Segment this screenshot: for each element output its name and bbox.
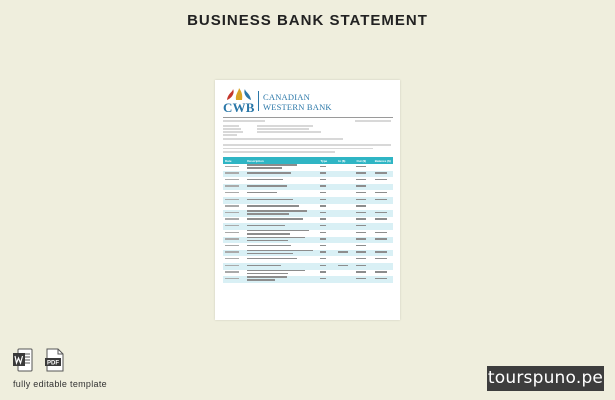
text-placeholder — [356, 238, 366, 239]
text-placeholder — [375, 212, 387, 213]
text-placeholder — [356, 232, 366, 233]
table-row — [223, 223, 393, 230]
table-cell — [373, 171, 393, 178]
text-placeholder — [247, 167, 282, 168]
table-cell — [373, 237, 393, 244]
text-placeholder — [320, 278, 326, 279]
text-placeholder — [247, 164, 297, 165]
table-cell — [245, 237, 318, 244]
table-row — [223, 197, 393, 204]
table-cell — [223, 171, 245, 178]
table-cell — [373, 263, 393, 270]
text-placeholder — [375, 192, 387, 193]
table-cell — [373, 270, 393, 277]
text-placeholder — [225, 258, 239, 259]
account-value — [257, 125, 313, 127]
table-row — [223, 217, 393, 224]
text-placeholder — [375, 179, 387, 180]
table-row — [223, 184, 393, 191]
table-cell — [245, 243, 318, 250]
text-placeholder — [247, 273, 288, 274]
table-cell — [336, 237, 354, 244]
transaction-table — [223, 157, 393, 283]
table-cell — [373, 276, 393, 283]
table-cell — [223, 223, 245, 230]
table-cell — [354, 223, 372, 230]
table-cell — [354, 237, 372, 244]
summary-text — [223, 144, 391, 146]
text-placeholder — [225, 271, 239, 272]
text-placeholder — [338, 251, 348, 252]
text-placeholder — [225, 199, 239, 200]
text-placeholder — [320, 218, 326, 219]
table-cell — [318, 184, 336, 191]
text-placeholder — [356, 192, 366, 193]
table-cell — [354, 250, 372, 257]
table-cell — [354, 210, 372, 217]
text-placeholder — [225, 218, 239, 219]
text-placeholder — [356, 265, 366, 266]
text-placeholder — [356, 218, 366, 219]
text-placeholder — [320, 192, 326, 193]
text-placeholder — [247, 192, 277, 193]
table-cell — [354, 270, 372, 277]
text-placeholder — [320, 271, 326, 272]
intro-text — [223, 138, 343, 140]
table-row — [223, 230, 393, 237]
text-placeholder — [338, 265, 348, 266]
bank-logo — [223, 88, 393, 115]
table-cell — [373, 164, 393, 171]
text-placeholder — [225, 265, 239, 266]
text-placeholder — [247, 210, 307, 211]
table-cell — [245, 190, 318, 197]
table-cell — [336, 250, 354, 257]
table-cell — [354, 197, 372, 204]
table-row — [223, 263, 393, 270]
text-placeholder — [225, 232, 239, 233]
text-placeholder — [225, 238, 239, 239]
summary-text — [223, 151, 335, 153]
table-cell — [223, 210, 245, 217]
table-cell — [245, 230, 318, 237]
bank-name-line1: CANADIAN — [263, 92, 310, 102]
table-cell — [223, 243, 245, 250]
table-cell — [336, 256, 354, 263]
text-placeholder — [356, 258, 366, 259]
text-placeholder — [225, 172, 239, 173]
text-placeholder — [375, 251, 387, 252]
table-cell — [373, 243, 393, 250]
table-cell — [373, 223, 393, 230]
table-cell — [354, 204, 372, 211]
text-placeholder — [356, 251, 366, 252]
account-label — [223, 131, 243, 133]
table-cell — [373, 217, 393, 224]
text-placeholder — [247, 225, 285, 226]
logo-divider — [258, 91, 259, 111]
text-placeholder — [356, 199, 366, 200]
text-placeholder — [356, 245, 366, 246]
text-placeholder — [356, 166, 366, 167]
text-placeholder — [320, 199, 326, 200]
table-cell — [336, 217, 354, 224]
table-cell — [223, 197, 245, 204]
account-label — [223, 128, 241, 130]
text-placeholder — [375, 172, 387, 173]
table-cell — [245, 177, 318, 184]
text-placeholder — [356, 205, 366, 206]
text-placeholder — [225, 251, 239, 252]
text-placeholder — [320, 232, 326, 233]
text-placeholder — [225, 185, 239, 186]
text-placeholder — [225, 225, 239, 226]
text-placeholder — [247, 185, 287, 186]
text-placeholder — [225, 192, 239, 193]
text-placeholder — [247, 245, 291, 246]
table-cell — [245, 276, 318, 283]
logo-letters: CWB — [223, 100, 255, 115]
text-placeholder — [247, 199, 293, 200]
text-placeholder — [225, 278, 239, 279]
text-placeholder — [320, 245, 326, 246]
table-cell — [373, 177, 393, 184]
table-cell — [245, 223, 318, 230]
table-row — [223, 164, 393, 171]
table-cell — [223, 256, 245, 263]
table-cell — [318, 197, 336, 204]
table-cell — [245, 184, 318, 191]
table-cell — [336, 210, 354, 217]
table-cell — [354, 171, 372, 178]
table-cell — [223, 177, 245, 184]
table-cell — [223, 263, 245, 270]
text-placeholder — [247, 230, 309, 231]
table-cell — [318, 171, 336, 178]
text-placeholder — [225, 179, 239, 180]
text-placeholder — [247, 213, 289, 214]
table-cell — [318, 210, 336, 217]
table-cell — [223, 276, 245, 283]
col-out: Out ($) — [354, 157, 372, 164]
col-date: Date — [223, 157, 245, 164]
table-cell — [245, 270, 318, 277]
table-cell — [318, 230, 336, 237]
table-cell — [223, 237, 245, 244]
footer-caption: fully editable template — [13, 379, 107, 389]
col-description: Description — [245, 157, 318, 164]
table-cell — [373, 250, 393, 257]
table-cell — [354, 190, 372, 197]
table-row — [223, 190, 393, 197]
header-rule — [223, 117, 393, 118]
table-cell — [336, 197, 354, 204]
table-cell — [245, 210, 318, 217]
bank-name-line2: WESTERN BANK — [263, 102, 332, 112]
account-label — [223, 134, 237, 136]
text-placeholder — [320, 185, 326, 186]
table-cell — [354, 263, 372, 270]
table-row — [223, 210, 393, 217]
text-placeholder — [247, 258, 297, 259]
col-balance: Balance ($) — [373, 157, 393, 164]
text-placeholder — [247, 172, 291, 173]
table-cell — [318, 270, 336, 277]
text-placeholder — [356, 278, 366, 279]
table-cell — [223, 230, 245, 237]
text-placeholder — [375, 238, 387, 239]
table-cell — [318, 263, 336, 270]
table-cell — [318, 164, 336, 171]
table-cell — [223, 270, 245, 277]
table-cell — [223, 250, 245, 257]
table-cell — [223, 184, 245, 191]
text-placeholder — [356, 172, 366, 173]
text-placeholder — [247, 276, 287, 277]
table-row — [223, 171, 393, 178]
table-cell — [318, 177, 336, 184]
text-placeholder — [225, 205, 239, 206]
text-placeholder — [320, 179, 326, 180]
table-row — [223, 177, 393, 184]
text-placeholder — [320, 225, 326, 226]
table-cell — [223, 204, 245, 211]
text-placeholder — [320, 205, 326, 206]
text-placeholder — [356, 185, 366, 186]
table-cell — [336, 184, 354, 191]
text-placeholder — [356, 179, 366, 180]
table-cell — [354, 276, 372, 283]
table-cell — [336, 177, 354, 184]
text-placeholder — [247, 265, 281, 266]
table-cell — [245, 263, 318, 270]
table-cell — [354, 217, 372, 224]
table-cell — [245, 197, 318, 204]
table-header-row — [223, 157, 393, 164]
table-cell — [245, 250, 318, 257]
table-cell — [373, 256, 393, 263]
table-cell — [336, 230, 354, 237]
table-cell — [354, 243, 372, 250]
text-placeholder — [375, 278, 387, 279]
text-placeholder — [225, 245, 239, 246]
pdf-icon — [44, 348, 65, 372]
text-placeholder — [247, 237, 305, 238]
text-placeholder — [320, 238, 326, 239]
table-cell — [354, 164, 372, 171]
text-placeholder — [225, 212, 239, 213]
table-cell — [318, 250, 336, 257]
text-placeholder — [225, 166, 239, 167]
summary-text — [223, 148, 373, 150]
text-placeholder — [247, 279, 275, 280]
table-cell — [318, 256, 336, 263]
table-row — [223, 276, 393, 283]
table-cell — [336, 270, 354, 277]
table-cell — [336, 276, 354, 283]
table-cell — [318, 276, 336, 283]
table-cell — [373, 184, 393, 191]
table-cell — [354, 177, 372, 184]
table-row — [223, 243, 393, 250]
account-value — [257, 128, 309, 130]
text-placeholder — [356, 212, 366, 213]
text-placeholder — [247, 250, 313, 251]
text-placeholder — [247, 205, 299, 206]
text-placeholder — [375, 232, 387, 233]
account-label — [223, 125, 239, 127]
table-cell — [336, 171, 354, 178]
table-cell — [223, 217, 245, 224]
table-cell — [318, 223, 336, 230]
text-placeholder — [247, 240, 288, 241]
bank-name — [263, 92, 332, 112]
table-cell — [318, 243, 336, 250]
text-placeholder — [320, 251, 326, 252]
table-cell — [373, 197, 393, 204]
text-placeholder — [375, 271, 387, 272]
statement-document — [215, 80, 400, 320]
table-cell — [354, 256, 372, 263]
table-cell — [318, 190, 336, 197]
table-cell — [223, 190, 245, 197]
table-cell — [336, 164, 354, 171]
text-placeholder — [320, 212, 326, 213]
text-placeholder — [356, 271, 366, 272]
text-placeholder — [247, 270, 305, 271]
table-cell — [373, 210, 393, 217]
table-cell — [373, 190, 393, 197]
table-cell — [245, 164, 318, 171]
text-placeholder — [247, 218, 303, 219]
table-cell — [354, 230, 372, 237]
table-cell — [336, 223, 354, 230]
table-row — [223, 237, 393, 244]
text-placeholder — [320, 265, 326, 266]
brand-badge: tourspuno.pe — [487, 366, 604, 391]
pdf-label: PDF — [47, 360, 59, 367]
text-placeholder — [375, 199, 387, 200]
col-type: Type — [318, 157, 336, 164]
page-title: BUSINESS BANK STATEMENT — [187, 12, 428, 29]
table-cell — [245, 256, 318, 263]
text-placeholder — [247, 253, 293, 254]
word-icon — [12, 348, 33, 372]
table-cell — [336, 204, 354, 211]
text-placeholder — [247, 179, 283, 180]
table-cell — [336, 243, 354, 250]
table-cell — [336, 190, 354, 197]
table-cell — [373, 204, 393, 211]
table-row — [223, 256, 393, 263]
table-cell — [336, 263, 354, 270]
table-cell — [318, 217, 336, 224]
file-formats — [12, 348, 72, 374]
table-cell — [223, 164, 245, 171]
table-cell — [318, 237, 336, 244]
statement-period-text — [223, 120, 265, 122]
table-cell — [318, 204, 336, 211]
table-cell — [245, 217, 318, 224]
text-placeholder — [356, 225, 366, 226]
account-value — [257, 131, 321, 133]
table-row — [223, 270, 393, 277]
text-placeholder — [320, 172, 326, 173]
text-placeholder — [320, 166, 326, 167]
table-cell — [373, 230, 393, 237]
text-placeholder — [375, 258, 387, 259]
text-placeholder — [247, 233, 290, 234]
table-row — [223, 250, 393, 257]
text-placeholder — [320, 258, 326, 259]
table-row — [223, 204, 393, 211]
statement-date-text — [355, 120, 391, 122]
table-cell — [245, 171, 318, 178]
table-cell — [245, 204, 318, 211]
table-cell — [354, 184, 372, 191]
col-in: In ($) — [336, 157, 354, 164]
text-placeholder — [375, 218, 387, 219]
